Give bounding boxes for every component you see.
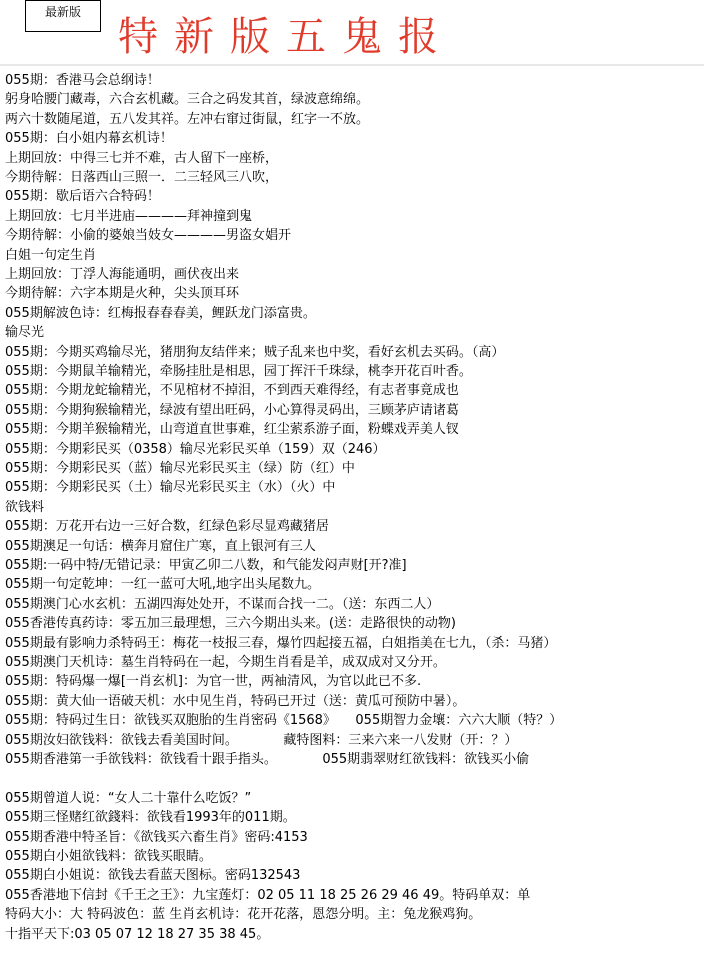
edition-badge: 最新版 xyxy=(25,0,101,32)
text-line: 055期：今期鼠羊输精光，牵肠挂肚是相思，园丁挥汗千珠绿，桃李开花百叶香。 xyxy=(5,364,472,379)
text-line: 055期：今期彩民买（蓝）输尽光彩民买主（绿）防（红）中 xyxy=(5,461,355,476)
text-line: 躬身哈腰门藏毒，六合玄机藏。三合之码发其首，绿波意绵绵。 xyxy=(5,92,370,108)
text-line: 055期：今期狗猴输精光，绿波有望出旺码，小心算得灵码出，三顾茅庐请诸葛 xyxy=(5,402,459,418)
text-line: 055期：歇后语六合特码！ xyxy=(5,189,160,205)
text-line: 055期：香港马会总纲诗！ xyxy=(5,73,160,88)
text-line: 今期待解：六字本期是火种，尖头顶耳环 xyxy=(5,286,240,302)
text-line: 055期一句定乾坤：一红一蓝可大吼,地字出头尾数九。 xyxy=(5,577,320,593)
text-line: 055期白小姐说：欲钱去看蓝天图标。密码132543 xyxy=(5,868,301,884)
text-line: 055期：特码爆一爆[一肖玄机]：为官一世，两袖清风，为官以此已不多. xyxy=(5,674,422,690)
text-line: 055期解波色诗：红梅报春春春美，鲤跃龙门添富贵。 xyxy=(5,305,316,321)
text-line: 055期澳门天机诗：墓生肖特码在一起，今期生肖看是羊，成双成对又分开。 xyxy=(5,655,446,670)
text-line: 055期：今期彩民买（0358）输尽光彩民买单（159）双（246） xyxy=(5,441,386,457)
text-line: 055期香港第一手欲钱料：欲钱看十跟手指头。 055期翡翠财红欲钱料：欲钱买小偷 xyxy=(5,752,530,767)
text-line: 055期澳门心水玄机：五湖四海处处开，不谋而合找一二。（送：东西二人） xyxy=(5,596,440,612)
title-divider xyxy=(0,64,704,66)
page-title: 特新版五鬼报 xyxy=(118,14,454,60)
text-line: 输尽光 xyxy=(5,325,45,341)
text-line: 今期待解：小偷的婆娘当妓女————男盗女娼开 xyxy=(5,228,292,244)
text-line: 上期回放：七月半进庙————拜神撞到鬼 xyxy=(5,208,253,224)
text-line: 白姐一句定生肖 xyxy=(5,247,97,263)
text-line: 055香港地下信封《千王之王》：九宝莲灯：02 05 11 18 25 26 29 46 49。特码单双：单 xyxy=(5,887,531,903)
text-line: 055期：万花开右边一三好合数，红绿色彩尽显鸡藏猪居 xyxy=(5,519,329,535)
text-line: 055期：今期龙蛇输精光，不见棺材不掉泪，不到西天难得经，有志者事竟成也 xyxy=(5,383,459,399)
text-line: 欲钱料 xyxy=(5,499,45,515)
text-line: 055期：今期彩民买（土）输尽光彩民买主（水）（火）中 xyxy=(5,480,336,496)
text-line: 055期曾道人说：“女人二十靠什么吃饭？” xyxy=(5,790,252,806)
text-line: 055期澳足一句话：横奔月窟住广寒，直上银河有三人 xyxy=(5,538,316,554)
text-line: 两六十数随尾道，五八发其祥。左冲右窜过街鼠，红字一不放。 xyxy=(5,111,370,127)
text-line: 今期待解：日落西山三照一．二三轻风三八吹， xyxy=(5,170,279,185)
text-line: 上期回放：丁浮人海能通明，画伏夜出来 xyxy=(5,267,240,282)
text-line: 055期最有影响力杀特码王：梅花一枝报三春，爆竹四起接五福，白姐指美在七九，（杀：马猪） xyxy=(5,635,557,651)
text-line: 055期：黄大仙一语破天机：水中见生肖，特码已开过（送：黄瓜可预防中暑）。 xyxy=(5,693,466,709)
text-line: 055香港传真药诗：零五加三最理想，三六今期出头来。(送：走路很快的动物) xyxy=(5,616,456,632)
text-line: 055期白小姐欲钱料：欲钱买眼睛。 xyxy=(5,849,212,864)
text-line: 特码大小：大 特码波色：蓝 生肖玄机诗：花开花落，恩怨分明。主：兔龙猴鸡狗。 xyxy=(5,907,482,923)
text-line: 055期：特码过生日：欲钱买双胞胎的生肖密码《1568》 055期智力金壤：六六大顺（特？） xyxy=(5,713,563,729)
text-line: 055期汝妇欲钱料：欲钱去看美国时间。 藏特图料：三来六来一八发财（开：？） xyxy=(5,732,518,748)
text-line: 055期：今期买鸡输尽光，猪朋狗友结伴来；贼子乱来也中奖，看好玄机去买码。（高） xyxy=(5,344,505,360)
text-line: 055期：白小姐内幕玄机诗！ xyxy=(5,131,173,147)
text-line: 055期三怪赌红欲錢料：欲钱看1993年的011期。 xyxy=(5,810,296,826)
text-line: 055期：今期羊猴输精光，山弯道直世事难，红尘萦系游子面，粉蝶戏弄美人钗 xyxy=(5,422,459,438)
text-line: 055期香港中特圣旨：《欲钱买六畜生肖》密码:4153 xyxy=(5,829,308,845)
text-line: 十指平天下:03 05 07 12 18 27 35 38 45。 xyxy=(5,926,270,942)
text-line: 055期:一码中特/无错记录：甲寅乙卯二八数，和气能发闷声财[开?准] xyxy=(5,558,407,573)
text-line: 上期回放：中得三七并不难，古人留下一座桥， xyxy=(5,150,279,166)
